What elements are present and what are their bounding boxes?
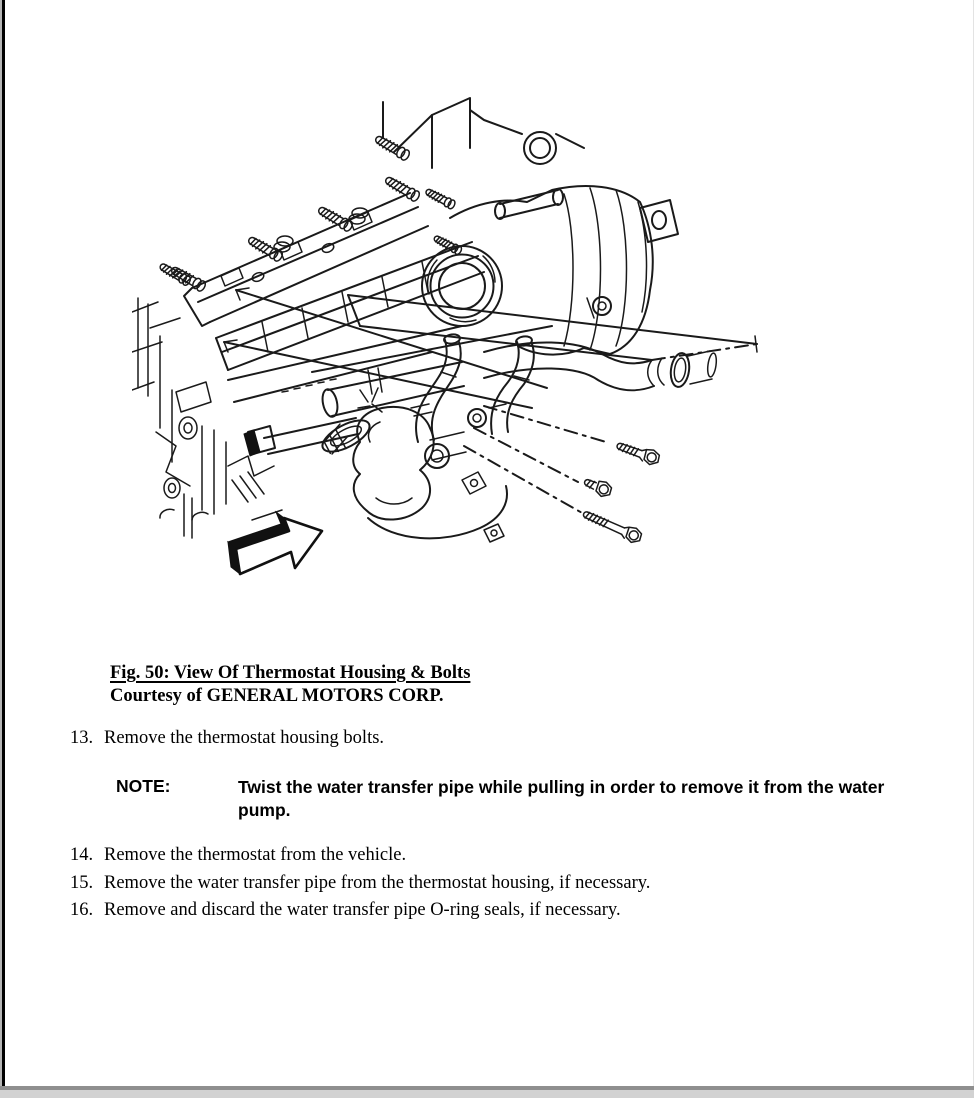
step-text: Remove the thermostat from the vehicle. <box>104 845 407 865</box>
step-text: Remove and discard the water transfer pipe O-ring seals, if necessary. <box>104 900 621 920</box>
step-item-14 <box>70 845 406 866</box>
figure-caption-title: Fig. 50: View Of Thermostat Housing & Bolts <box>110 663 471 683</box>
thermostat-illustration <box>132 90 772 650</box>
direction-arrow-icon <box>228 512 322 574</box>
bolt-icon <box>582 474 614 499</box>
bolt-icon <box>581 506 644 545</box>
bolt-icon <box>615 438 661 467</box>
top-engine-block <box>383 98 584 168</box>
note-text: Twist the water transfer pipe while pulling in order to remove it from the water pump. <box>238 777 885 820</box>
left-page-border <box>2 0 5 1086</box>
left-engine-clutter <box>132 261 286 538</box>
step-number: 14. <box>70 845 94 865</box>
housing-bolts-drawing <box>464 406 661 545</box>
pointer-triangle <box>348 295 757 360</box>
step-number: 16. <box>70 900 94 920</box>
step-item-13 <box>70 728 384 749</box>
note-label: NOTE: <box>116 776 171 796</box>
step-item-16 <box>70 900 621 921</box>
bottom-window-edge <box>0 1090 974 1098</box>
figure-caption <box>110 662 470 708</box>
step-text: Remove the thermostat housing bolts. <box>104 728 385 748</box>
step-number: 13. <box>70 728 94 748</box>
hoses-drawing <box>320 333 717 442</box>
step-item-15 <box>70 873 650 894</box>
figure-caption-courtesy: Courtesy of GENERAL MOTORS CORP. <box>110 686 444 706</box>
step-number: 15. <box>70 872 94 893</box>
step-text: Remove the water transfer pipe from the thermostat housing, if necessary. <box>104 872 651 893</box>
